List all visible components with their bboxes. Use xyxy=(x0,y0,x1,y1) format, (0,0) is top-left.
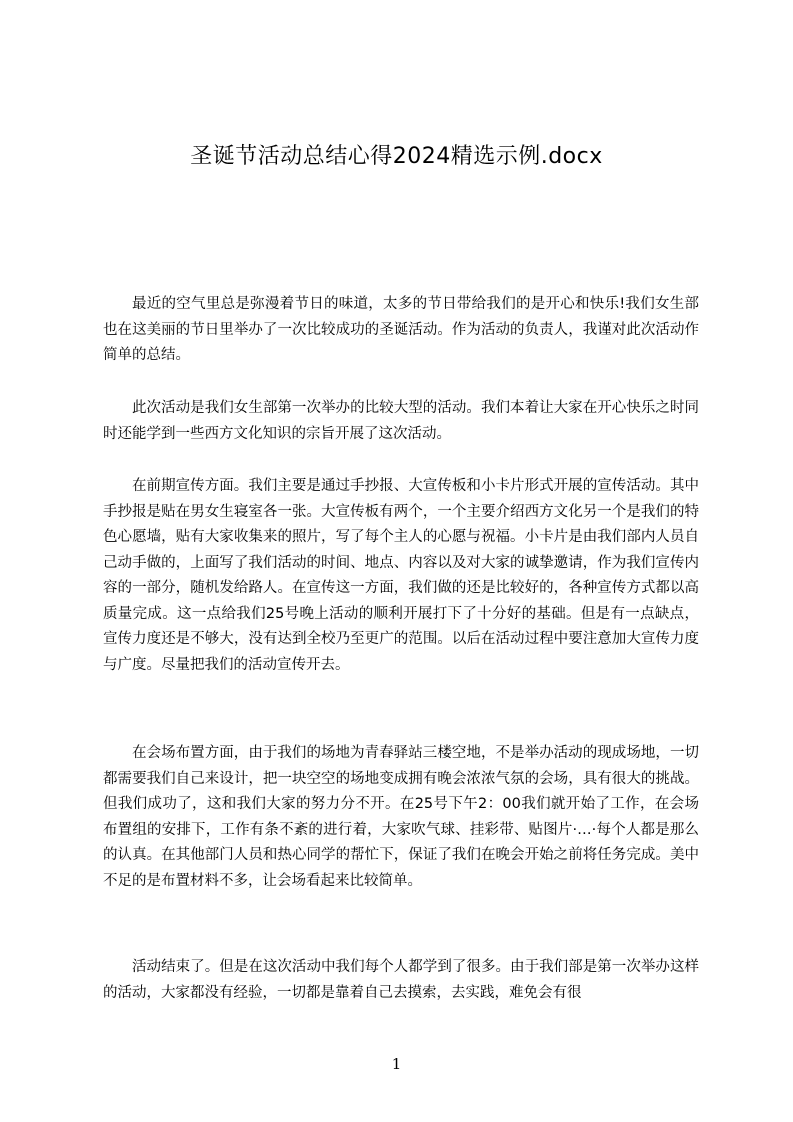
paragraph-4: 在会场布置方面，由于我们的场地为青春驿站三楼空地，不是举办活动的现成场地，一切都需要我们自己来设计，把一块空空的场地变成拥有晚会浓浓气氛的会场，具有很大的挑战。但我们成功了，这和我们大家的努力分不开。在25号下午2：00我们就开始了工作，在会场布置组的安排下，工作有条不紊的进行着，大家吹气球、挂彩带、贴图片·…·每个人都是那么的认真。在其他部门人员和热心同学的帮忙下，保证了我们在晚会开始之前将任务完成。美中不足的是布置材料不多，让会场看起来比较简单。 xyxy=(103,745,699,889)
paragraph-1: 最近的空气里总是弥漫着节日的味道，太多的节日带给我们的是开心和快乐!我们女生部也在这美丽的节日里举办了一次比较成功的圣诞活动。作为活动的负责人，我谨对此次活动作简单的总结。 xyxy=(103,296,699,363)
document-title: 圣诞节活动总结心得2024精选示例.docx xyxy=(190,144,603,169)
paragraph-5: 活动结束了。但是在这次活动中我们每个人都学到了很多。由于我们部是第一次举办这样的活动，大家都没有经验，一切都是靠着自己去摸索，去实践，难免会有很 xyxy=(103,959,699,1001)
paragraph-3: 在前期宣传方面。我们主要是通过手抄报、大宣传板和小卡片形式开展的宣传活动。其中手抄报是贴在男女生寝室各一张。大宣传板有两个，一个主要介绍西方文化另一个是我们的特色心愿墙，贴有大家收集来的照片，写了每个主人的心愿与祝福。小卡片是由我们部内人员自己动手做的，上面写了我们活动的时间、地点、内容以及对大家的诚挚邀请，作为我们宣传内容的一部分，随机发给路人。在宣传这一方面，我们做的还是比较好的，各种宣传方式都以高质量完成。这一点给我们25号晚上活动的顺利开展打下了十分好的基础。但是有一点缺点，宣传力度还是不够大，没有达到全校乃至更广的范围。以后在活动过程中要注意加大宣传力度与广度。尽量把我们的活动宣传开去。 xyxy=(103,478,699,673)
page-number: 1 xyxy=(391,1055,402,1073)
paragraph-2: 此次活动是我们女生部第一次举办的比较大型的活动。我们本着让大家在开心快乐之时同时还能学到一些西方文化知识的宗旨开展了这次活动。 xyxy=(103,400,699,442)
